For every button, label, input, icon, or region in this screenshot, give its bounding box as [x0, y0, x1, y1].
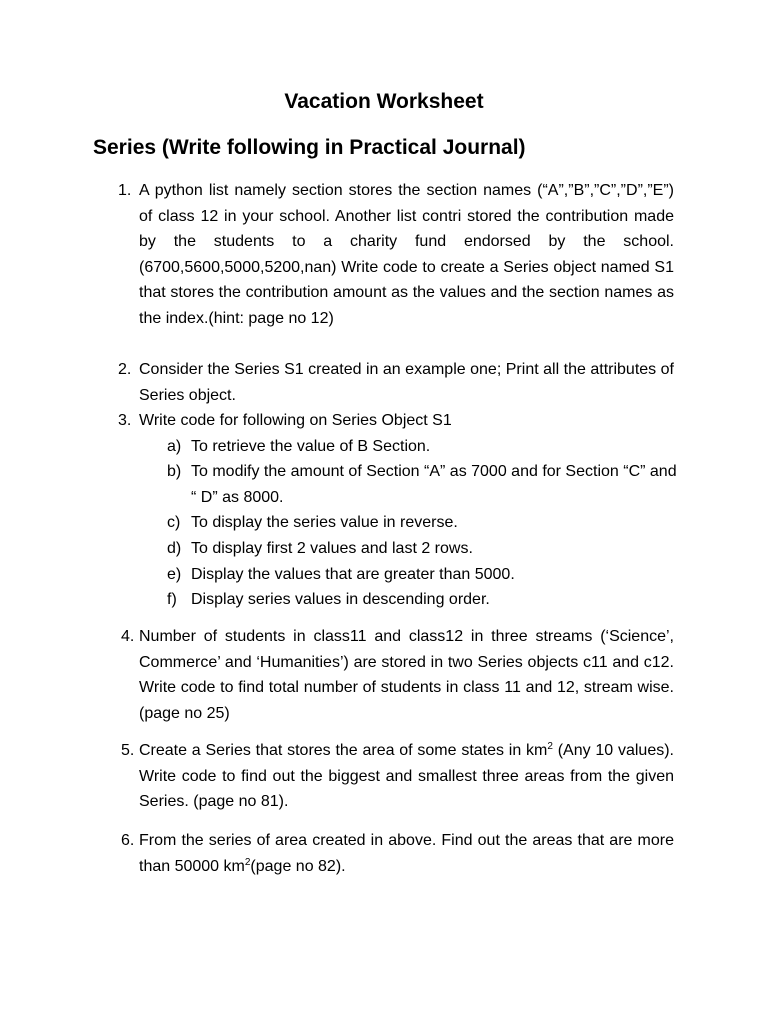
- sub-item-letter: a): [167, 438, 182, 455]
- item-number: 2.: [118, 361, 132, 378]
- item-text-part: (page no 82).: [250, 857, 346, 875]
- list-item: [118, 357, 674, 408]
- sub-item-letter: d): [167, 540, 182, 557]
- item-number: 4.: [121, 628, 135, 645]
- sub-item-letter: e): [167, 566, 182, 583]
- section-heading: Series (Write following in Practical Journal): [93, 136, 526, 159]
- item-text: [139, 738, 674, 815]
- list-item: [118, 828, 674, 879]
- list-item: [118, 624, 697, 726]
- superscript: 2: [244, 856, 251, 868]
- sub-list-item: [167, 434, 677, 460]
- item-text: A python list namely section stores the section names (“A”,”B”,”C”,”D”,”E”) of class 12 in your school. Another list contri stored the contribution made by the students to a charity fund endorsed by the school.(6700,5600,5000,5200,nan) Write code to create a Series object named S1 that stores the contribution amount as the values and the section names as the index.(hint: page no 12): [139, 182, 674, 327]
- item-text-part: From the series of area created in above. Find out the areas that are more than 50000 km: [139, 832, 674, 875]
- item-number: 1.: [118, 182, 132, 199]
- item-text-part: Create a Series that stores the area of some states in km: [139, 742, 548, 759]
- list-item: [118, 178, 674, 332]
- item-text: Write code for following on Series Object S1: [139, 412, 452, 429]
- sub-list-item: [167, 587, 677, 613]
- item-text-part: (Any 10 values). Write code to find out the biggest and smallest three areas from the given Series. (page no 81).: [139, 742, 674, 811]
- item-number: 5.: [121, 742, 135, 759]
- item-text: [139, 828, 674, 879]
- sub-list-item: [167, 510, 677, 536]
- page-title: Vacation Worksheet: [284, 90, 484, 113]
- sub-item-text: To retrieve the value of B Section.: [191, 438, 431, 455]
- sub-item-text: Display series values in descending order.: [191, 591, 490, 608]
- sub-item-text: To display the series value in reverse.: [191, 514, 458, 531]
- item-number: 3.: [118, 412, 132, 429]
- sub-list-item: [167, 562, 677, 588]
- item-number: 6.: [121, 832, 135, 849]
- sub-item-letter: b): [167, 463, 182, 480]
- item-text: Consider the Series S1 created in an example one; Print all the attributes of Series object.: [139, 361, 674, 404]
- sub-item-letter: c): [167, 514, 181, 531]
- sub-item-text: To display first 2 values and last 2 rows.: [191, 540, 473, 557]
- list-item: [118, 408, 674, 434]
- sub-list-item: [167, 459, 677, 510]
- sub-list-item: [167, 536, 677, 562]
- sub-item-text: Display the values that are greater than 5000.: [191, 566, 515, 583]
- item-text: Number of students in class11 and class12 in three streams (‘Science’, Commerce’ and ‘Humanities’) are stored in two Series objects c11 and c12. Write code to find total number of students in class 11 and 12, stream wise.(page no 25): [139, 628, 697, 722]
- sub-item-text: To modify the amount of Section “A” as 7000 and for Section “C” and “ D” as 8000.: [191, 463, 677, 506]
- sub-item-letter: f): [167, 591, 177, 608]
- superscript: 2: [547, 741, 553, 752]
- list-item: [118, 738, 674, 815]
